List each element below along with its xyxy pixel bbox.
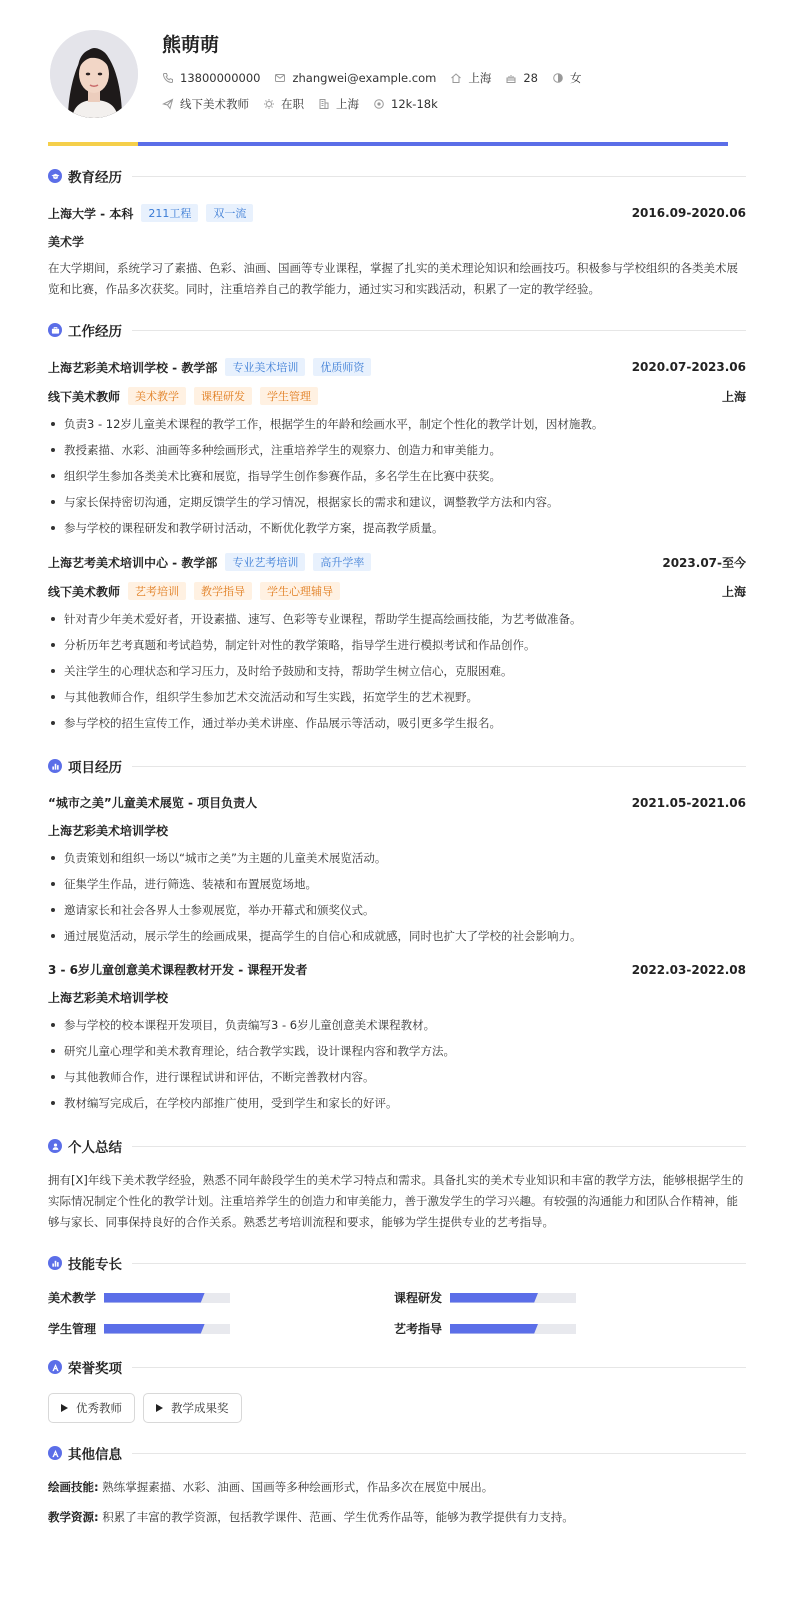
list-item: 组织学生参加各类美术比赛和展览，指导学生创作参赛作品，多名学生在比赛中获奖。 xyxy=(48,463,746,489)
status-icon xyxy=(263,98,275,110)
honor-chip[interactable] xyxy=(143,1393,242,1423)
section-divider xyxy=(132,1367,746,1368)
send-icon xyxy=(162,98,174,110)
status-text: 在职 xyxy=(281,97,304,111)
section-divider xyxy=(132,766,746,767)
list-item: 与其他教师合作，组织学生参加艺术交流活动和写生实践，拓宽学生的艺术视野。 xyxy=(48,684,746,710)
skill-bar-fill xyxy=(104,1324,205,1334)
list-item: 与其他教师合作，进行课程试讲和评估，不断完善教材内容。 xyxy=(48,1064,746,1090)
city-item xyxy=(318,96,359,112)
education-entry-header xyxy=(48,204,746,222)
list-item: 参与学校的校本课程开发项目，负责编写3 - 6岁儿童创意美术课程教材。 xyxy=(48,1012,746,1038)
summary-title: 个人总结 xyxy=(68,1140,122,1156)
bar-chart-icon xyxy=(48,1256,62,1270)
list-item: 针对青少年美术爱好者，开设素描、速写、色彩等专业课程，帮助学生提高绘画技能，为艺考做准备。 xyxy=(48,606,746,632)
gender-text: 女 xyxy=(569,71,582,85)
education-section-header xyxy=(48,166,746,186)
company-tag: 高升学率 xyxy=(313,553,371,571)
skill-bar-fill xyxy=(450,1324,538,1334)
salary-text: 12k-18k xyxy=(391,97,438,111)
project-date: 2022.03-2022.08 xyxy=(631,962,746,977)
list-item: 通过展览活动，展示学生的绘画成果，提高学生的自信心和成就感，同时也扩大了学校的社会影响力。 xyxy=(48,923,746,949)
skill-bar xyxy=(450,1324,576,1334)
honor-chip[interactable] xyxy=(48,1393,135,1423)
honors-section-header xyxy=(48,1357,746,1377)
role-tag: 学生管理 xyxy=(260,387,318,405)
school-tag: 211工程 xyxy=(141,204,198,222)
list-item: 负责策划和组织一场以“城市之美”为主题的儿童美术展览活动。 xyxy=(48,845,746,871)
role-tag: 艺考培训 xyxy=(128,582,186,600)
work-entry-header xyxy=(48,358,746,376)
honors-list xyxy=(48,1393,746,1423)
project-org: 上海艺彩美术培训学校 xyxy=(48,824,169,838)
skill-item xyxy=(48,1320,394,1337)
section-divider xyxy=(132,176,746,177)
role-tag: 课程研发 xyxy=(194,387,252,405)
company-tag: 专业艺考培训 xyxy=(225,553,305,571)
graduation-cap-icon xyxy=(48,169,62,183)
summary-section-header xyxy=(48,1136,746,1156)
status-item xyxy=(263,96,304,112)
award-icon xyxy=(48,1446,62,1460)
phone-icon xyxy=(162,72,174,84)
company-name: 上海艺考美术培训中心 - 教学部 xyxy=(48,555,218,570)
play-icon xyxy=(61,1404,68,1412)
project-org-row xyxy=(48,822,746,839)
other-title: 其他信息 xyxy=(68,1447,122,1463)
award-icon xyxy=(48,1360,62,1374)
work-section-header xyxy=(48,320,746,340)
home-icon xyxy=(450,72,462,84)
company-tag: 专业美术培训 xyxy=(225,358,305,376)
section-divider xyxy=(132,1453,746,1454)
user-icon xyxy=(48,1139,62,1153)
section-divider xyxy=(132,1263,746,1264)
work-location: 上海 xyxy=(721,584,746,599)
other-label: 教学资源: xyxy=(48,1510,99,1524)
building-icon xyxy=(318,98,330,110)
other-text: 熟练掌握素描、水彩、油画、国画等多种绘画形式，作品多次在展览中展出。 xyxy=(102,1480,494,1494)
project-entry-header xyxy=(48,961,746,978)
other-item xyxy=(48,1509,746,1525)
avatar xyxy=(50,30,138,118)
skill-name: 课程研发 xyxy=(394,1291,443,1305)
list-item: 与家长保持密切沟通，定期反馈学生的学习情况，根据家长的需求和建议，调整教学方法和内容。 xyxy=(48,489,746,515)
list-item: 负责3 - 12岁儿童美术课程的教学工作，根据学生的年龄和绘画水平，制定个性化的教学计划，因材施教。 xyxy=(48,411,746,437)
work-bullets xyxy=(48,606,746,736)
avatar-portrait-icon xyxy=(50,30,138,118)
phone-item xyxy=(162,71,260,85)
company-name: 上海艺彩美术培训学校 - 教学部 xyxy=(48,360,218,375)
age-item xyxy=(505,71,538,85)
work-location: 上海 xyxy=(721,389,746,404)
job-intent-row xyxy=(162,96,452,112)
honor-label: 优秀教师 xyxy=(76,1401,122,1415)
role-name: 线下美术教师 xyxy=(48,584,121,599)
role-tag: 学生心理辅导 xyxy=(260,582,340,600)
coin-icon xyxy=(373,98,385,110)
candidate-name: 熊萌萌 xyxy=(162,34,220,56)
section-divider xyxy=(132,330,746,331)
project-entry xyxy=(48,961,746,1116)
salary-item xyxy=(373,97,438,111)
project-name: “城市之美”儿童美术展览 - 项目负责人 xyxy=(48,796,258,810)
skills-title: 技能专长 xyxy=(68,1257,122,1273)
email-text: zhangwei@example.com xyxy=(292,71,437,85)
skill-bar-fill xyxy=(450,1293,538,1303)
school-tag: 双一流 xyxy=(206,204,253,222)
contact-row xyxy=(162,70,595,86)
header-accent-bar xyxy=(48,142,728,146)
skill-name: 学生管理 xyxy=(48,1322,97,1336)
job-item xyxy=(162,96,249,112)
project-section-header xyxy=(48,756,746,776)
skill-item xyxy=(394,1320,728,1337)
company-tag: 优质师资 xyxy=(313,358,371,376)
list-item: 参与学校的招生宣传工作，通过举办美术讲座、作品展示等活动，吸引更多学生报名。 xyxy=(48,710,746,736)
role-tag: 美术教学 xyxy=(128,387,186,405)
honor-label: 教学成果奖 xyxy=(171,1401,229,1415)
major-name: 美术学 xyxy=(48,235,85,249)
project-org: 上海艺彩美术培训学校 xyxy=(48,991,169,1005)
skills-section-header xyxy=(48,1253,746,1273)
mail-icon xyxy=(274,72,286,84)
resume-header xyxy=(48,0,746,146)
section-divider xyxy=(132,1146,746,1147)
list-item: 教授素描、水彩、油画等多种绘画形式，注重培养学生的观察力、创造力和审美能力。 xyxy=(48,437,746,463)
skill-bar-fill xyxy=(104,1293,205,1303)
skill-item xyxy=(394,1289,728,1306)
project-bullets xyxy=(48,1012,746,1116)
other-section-header xyxy=(48,1443,746,1463)
project-date: 2021.05-2021.06 xyxy=(631,795,746,810)
work-bullets xyxy=(48,411,746,541)
gender-item xyxy=(552,70,582,86)
location-item xyxy=(450,70,491,86)
gender-icon xyxy=(552,72,564,84)
skill-name: 美术教学 xyxy=(48,1291,97,1305)
project-bullets xyxy=(48,845,746,949)
job-text: 线下美术教师 xyxy=(180,97,249,111)
project-name: 3 - 6岁儿童创意美术课程教材开发 - 课程开发者 xyxy=(48,963,308,977)
briefcase-icon xyxy=(48,323,62,337)
list-item: 邀请家长和社会各界人士参观展览，举办开幕式和颁奖仪式。 xyxy=(48,897,746,923)
project-entry-header xyxy=(48,794,746,811)
play-icon xyxy=(156,1404,163,1412)
work-entry xyxy=(48,358,746,541)
bar-chart-icon xyxy=(48,759,62,773)
project-org-row xyxy=(48,989,746,1006)
list-item: 参与学校的课程研发和教学研讨活动，不断优化教学方案，提高教学质量。 xyxy=(48,515,746,541)
skill-bar xyxy=(104,1324,230,1334)
role-tag: 教学指导 xyxy=(194,582,252,600)
school-name: 上海大学 - 本科 xyxy=(48,206,134,221)
honors-title: 荣誉奖项 xyxy=(68,1361,122,1377)
list-item: 研究儿童心理学和美术教育理论，结合教学实践，设计课程内容和教学方法。 xyxy=(48,1038,746,1064)
work-entry xyxy=(48,553,746,736)
project-title: 项目经历 xyxy=(68,760,122,776)
other-item xyxy=(48,1479,746,1495)
phone-text: 13800000000 xyxy=(180,71,261,85)
work-title: 工作经历 xyxy=(68,324,122,340)
age-text: 28 xyxy=(523,71,538,85)
cake-icon xyxy=(505,72,517,84)
project-entry xyxy=(48,794,746,949)
work-date: 2023.07-至今 xyxy=(662,555,746,570)
education-title: 教育经历 xyxy=(68,170,122,186)
skill-bar xyxy=(450,1293,576,1303)
header-accent-yellow xyxy=(48,142,138,146)
work-entry-header xyxy=(48,553,746,571)
list-item: 教材编写完成后，在学校内部推广使用，受到学生和家长的好评。 xyxy=(48,1090,746,1116)
role-name: 线下美术教师 xyxy=(48,389,121,404)
summary-text: 拥有[X]年线下美术教学经验，熟悉不同年龄段学生的美术学习特点和需求。具备扎实的美术专业知识和丰富的教学方法，能够根据学生的实际情况制定个性化的教学计划。注重培养学生的创造力和审美能力，善于激发学生的学习兴趣。有较强的沟通能力和团队合作精神，能够与家长、同事保持良好的合作关系。熟悉艺考培训流程和要求，能够为学生提供专业的艺考指导。 xyxy=(48,1173,744,1229)
role-row xyxy=(48,582,746,600)
list-item: 分析历年艺考真题和考试趋势，制定针对性的教学策略，指导学生进行模拟考试和作品创作。 xyxy=(48,632,746,658)
skill-bar xyxy=(104,1293,230,1303)
location-text: 上海 xyxy=(468,71,492,85)
city-text: 上海 xyxy=(336,97,359,111)
skill-name: 艺考指导 xyxy=(394,1322,443,1336)
skill-item xyxy=(48,1289,394,1306)
work-date: 2020.07-2023.06 xyxy=(631,360,746,374)
education-description: 在大学期间，系统学习了素描、色彩、油画、国画等专业课程，掌握了扎实的美术理论知识和绘画技巧。积极参与学校组织的各类美术展览和比赛，作品多次获奖。同时，注重培养自己的教学能力，通过实习和实践活动，积累了一定的教学经验。 xyxy=(48,261,738,296)
email-item xyxy=(274,71,436,85)
other-text: 积累了丰富的教学资源，包括教学课件、范画、学生优秀作品等，能够为教学提供有力支持。 xyxy=(102,1510,574,1524)
education-date: 2016.09-2020.06 xyxy=(631,206,746,220)
list-item: 关注学生的心理状态和学习压力，及时给予鼓励和支持，帮助学生树立信心，克服困难。 xyxy=(48,658,746,684)
major-row xyxy=(48,233,746,250)
list-item: 征集学生作品，进行筛选、装裱和布置展览场地。 xyxy=(48,871,746,897)
role-row xyxy=(48,387,746,405)
skills-grid xyxy=(48,1289,746,1337)
other-label: 绘画技能: xyxy=(48,1480,99,1494)
